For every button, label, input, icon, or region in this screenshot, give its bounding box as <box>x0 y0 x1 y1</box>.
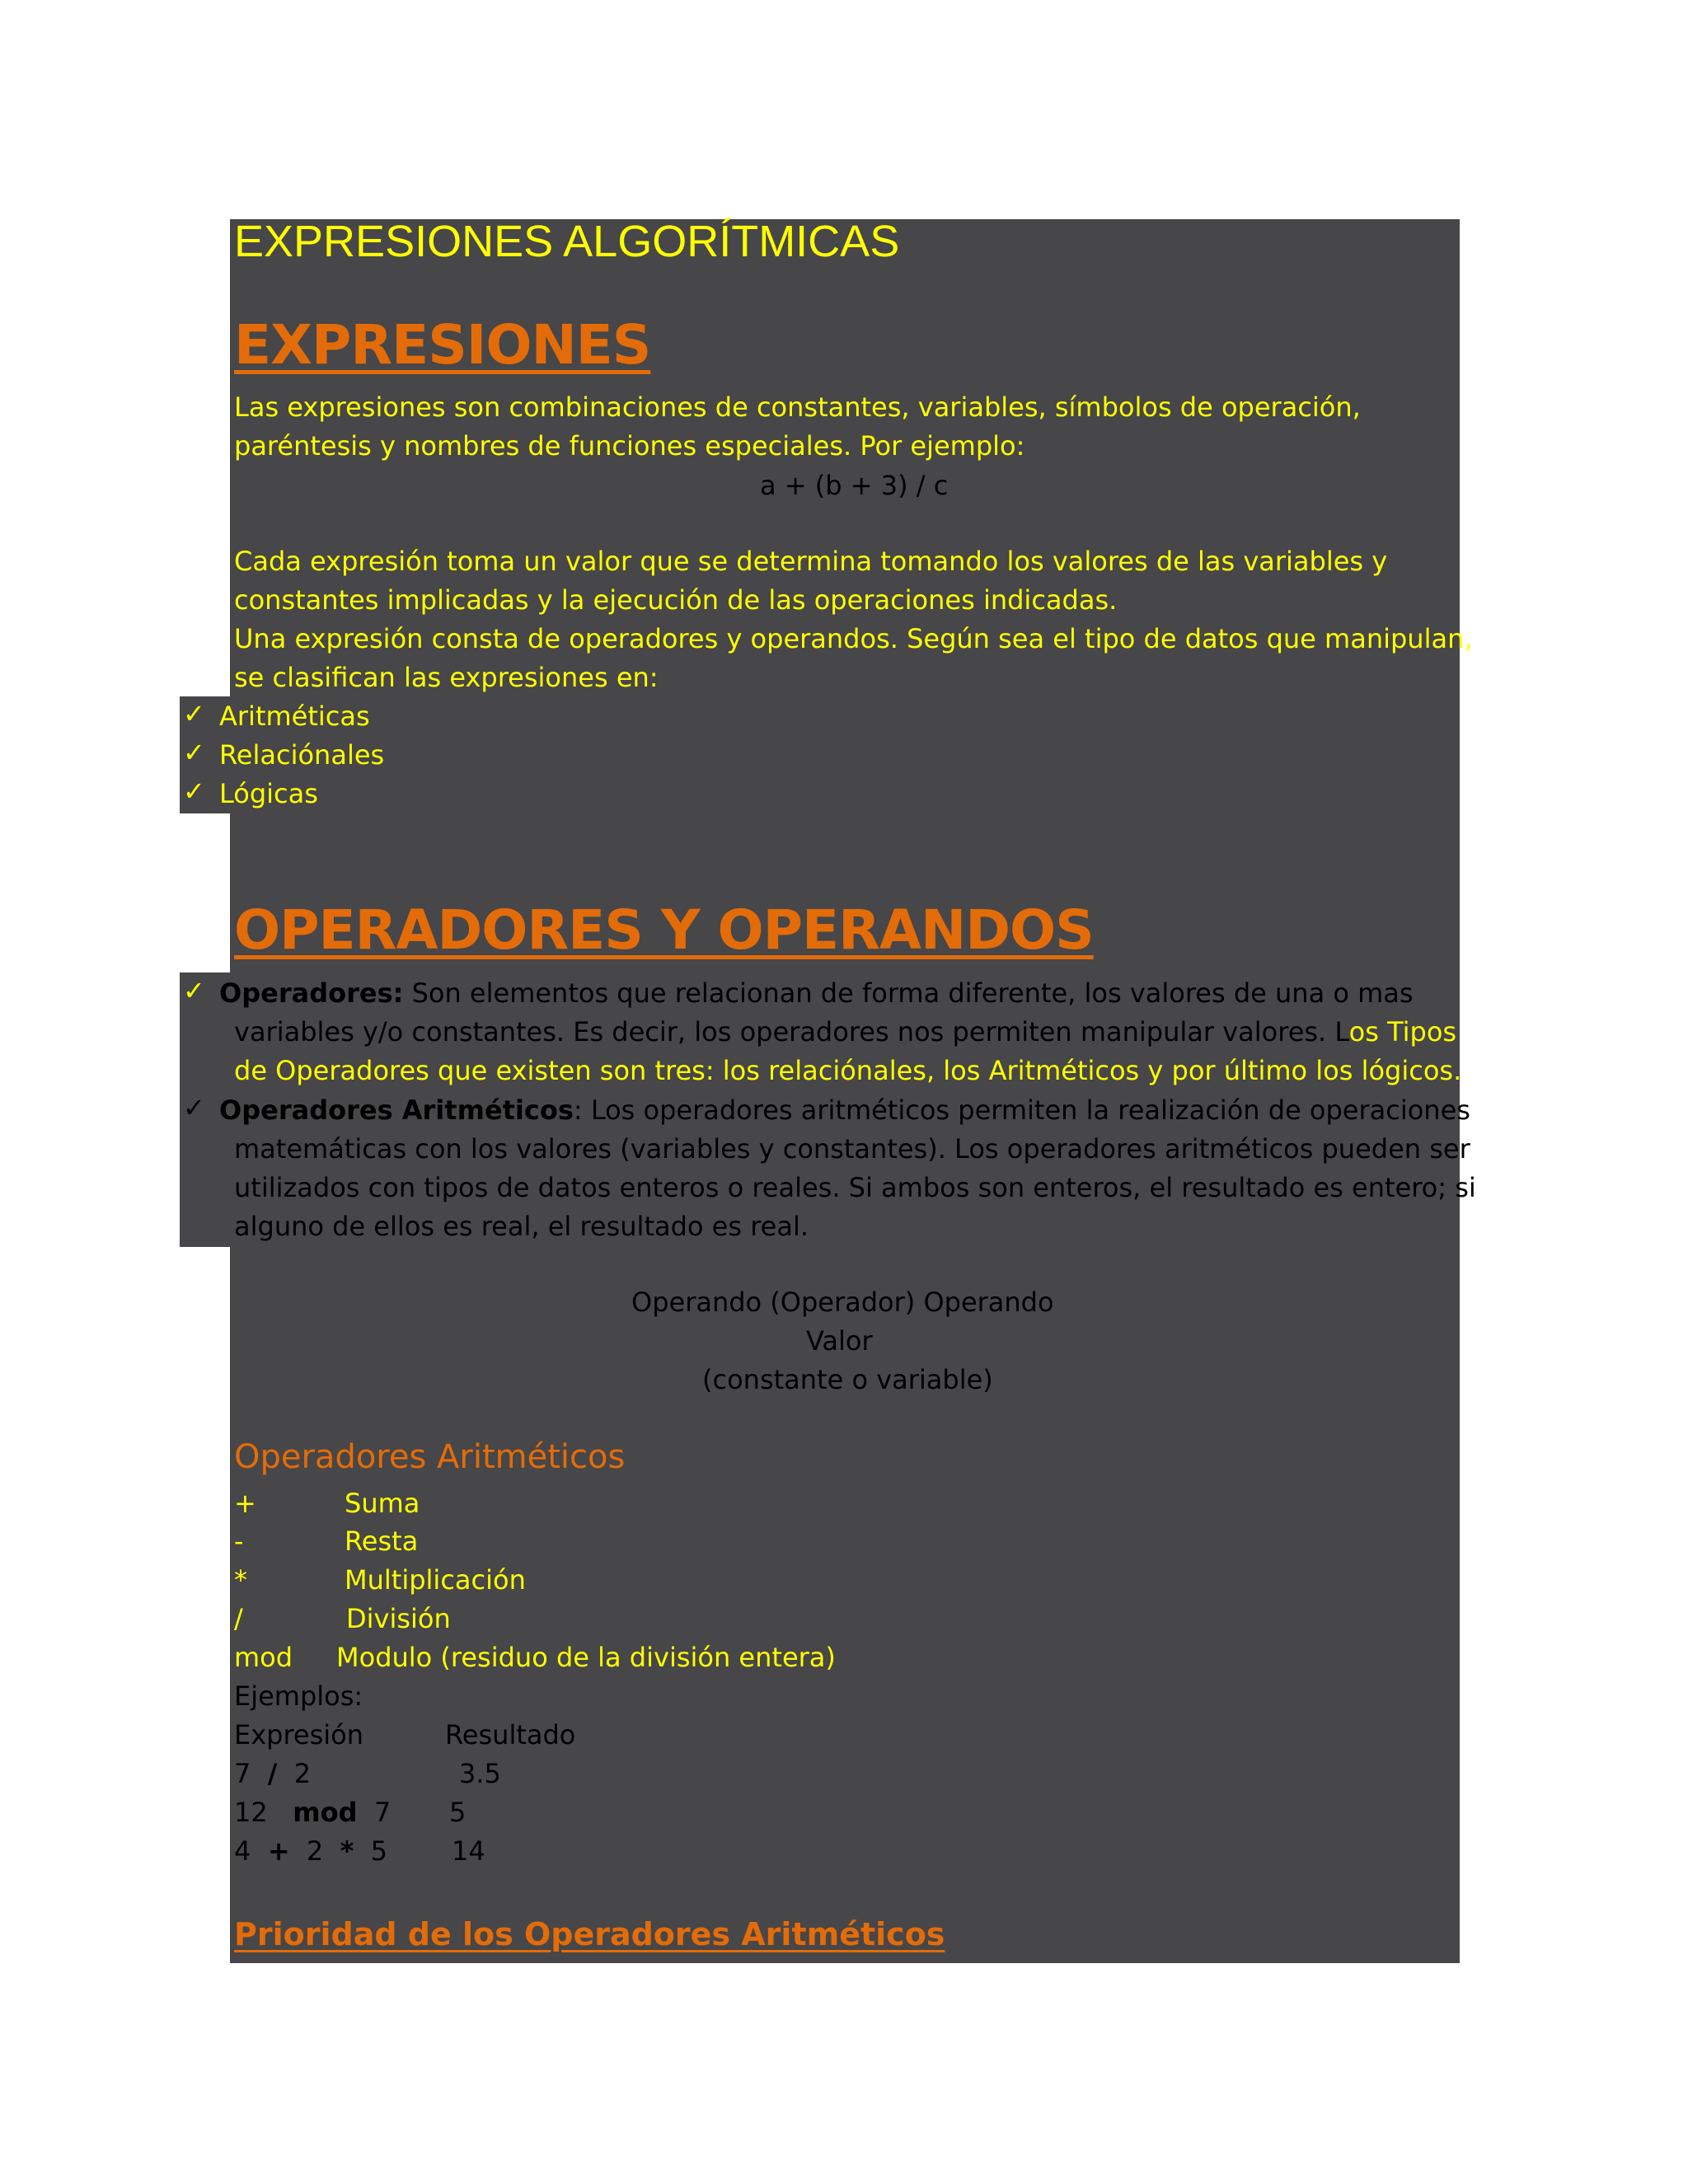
examples-label: Ejemplos: <box>234 1680 363 1712</box>
op-symbol: / <box>234 1603 243 1634</box>
checkmark-icon: ✓ <box>183 975 205 1006</box>
operadores-label: Operadores: <box>219 977 404 1009</box>
aritmeticos-label: Operadores Aritméticos <box>219 1094 574 1126</box>
checkmark-icon: ✓ <box>183 698 205 729</box>
operator: / <box>267 1758 278 1789</box>
col-resultado: Resultado <box>445 1719 576 1750</box>
example-expression-1 <box>234 1755 311 1793</box>
para2-line-3: Una expresión consta de operadores y operandos. Según sea el tipo de datos que manipulan, <box>234 623 1473 654</box>
aritmeticos-line-3: utilizados con tipos de datos enteros o reales. Si ambos son enteros, el resultado es entero; si <box>234 1172 1476 1203</box>
col-expresion: Expresión <box>234 1719 364 1750</box>
aritmeticos-line-4: alguno de ellos es real, el resultado es real. <box>234 1211 809 1242</box>
heading-expresiones: EXPRESIONES <box>234 313 651 377</box>
operand: 2 <box>293 1758 312 1789</box>
document-title: EXPRESIONES ALGORÍTMICAS <box>234 217 900 266</box>
checklist-item-aritmeticas: Aritméticas <box>219 701 370 732</box>
operadores-text-1: Son elementos que relacionan de forma diferente, los valores de una o mas <box>403 977 1414 1009</box>
checklist-item-logicas: Lógicas <box>219 778 318 809</box>
operadores-line-2 <box>234 1013 1456 1052</box>
checkmark-icon: ✓ <box>183 1092 205 1123</box>
op-name: Suma <box>345 1488 420 1519</box>
formula-line-2: Valor <box>806 1325 873 1357</box>
example-result-3: 14 <box>452 1835 485 1867</box>
op-name: División <box>346 1603 451 1634</box>
para2-line-1: Cada expresión toma un valor que se determina tomando los valores de las variables y <box>234 546 1388 577</box>
para2-line-4: se clasifican las expresiones en: <box>234 662 659 693</box>
formula-line-1: Operando (Operador) Operando <box>631 1286 1054 1318</box>
operadores-line-3: de Operadores que existen son tres: los relaciónales, los Aritméticos y por último los lógicos. <box>234 1055 1462 1086</box>
operadores-line-1 <box>219 974 1414 1013</box>
operand: 12 <box>234 1797 268 1828</box>
formula-line-3: (constante o variable) <box>702 1364 993 1395</box>
subheading-operadores-aritmeticos: Operadores Aritméticos <box>234 1438 626 1476</box>
operadores-text-2: variables y/o constantes. Es decir, los operadores nos permiten manipular valores. L <box>234 1016 1349 1047</box>
operand: 5 <box>370 1835 387 1867</box>
intro-line-2: paréntesis y nombres de funciones especiales. Por ejemplo: <box>234 430 1025 462</box>
operand: 2 <box>306 1835 324 1867</box>
example-result-2: 5 <box>449 1797 467 1828</box>
intro-line-1: Las expresiones son combinaciones de constantes, variables, símbolos de operación, <box>234 391 1361 423</box>
op-symbol: + <box>234 1488 256 1519</box>
operand: 7 <box>234 1758 251 1789</box>
heading-operadores-y-operandos: OPERADORES Y OPERANDOS <box>234 898 1094 962</box>
op-symbol: - <box>234 1526 244 1557</box>
para2-line-2: constantes implicadas y la ejecución de las operaciones indicadas. <box>234 584 1118 616</box>
op-name: Multiplicación <box>345 1564 526 1596</box>
op-symbol: mod <box>234 1642 293 1673</box>
aritmeticos-line-1 <box>219 1091 1470 1130</box>
aritmeticos-text-1: : Los operadores aritméticos permiten la realización de operaciones <box>573 1094 1470 1126</box>
operand: 7 <box>373 1797 392 1828</box>
checkmark-icon: ✓ <box>183 737 205 768</box>
op-symbol: * <box>234 1564 247 1596</box>
operadores-text-2-highlight: os Tipos <box>1348 1016 1457 1047</box>
example-result-1: 3.5 <box>459 1758 501 1789</box>
checklist-item-relacionales: Relaciónales <box>219 739 385 771</box>
example-expression-2 <box>234 1793 391 1832</box>
example-expression-3 <box>234 1832 387 1871</box>
example-expression: a + (b + 3) / c <box>760 470 949 501</box>
heading-prioridad: Prioridad de los Operadores Aritméticos <box>234 1916 945 1952</box>
operand: 4 <box>234 1835 260 1867</box>
op-name: Resta <box>345 1526 419 1557</box>
aritmeticos-line-2: matemáticas con los valores (variables y constantes). Los operadores aritméticos pueden ser <box>234 1133 1470 1165</box>
operator: + <box>267 1835 290 1867</box>
op-name: Modulo (residuo de la división entera) <box>336 1642 836 1673</box>
operator: mod <box>293 1797 358 1828</box>
checkmark-icon: ✓ <box>183 776 205 807</box>
operator: * <box>340 1835 354 1867</box>
